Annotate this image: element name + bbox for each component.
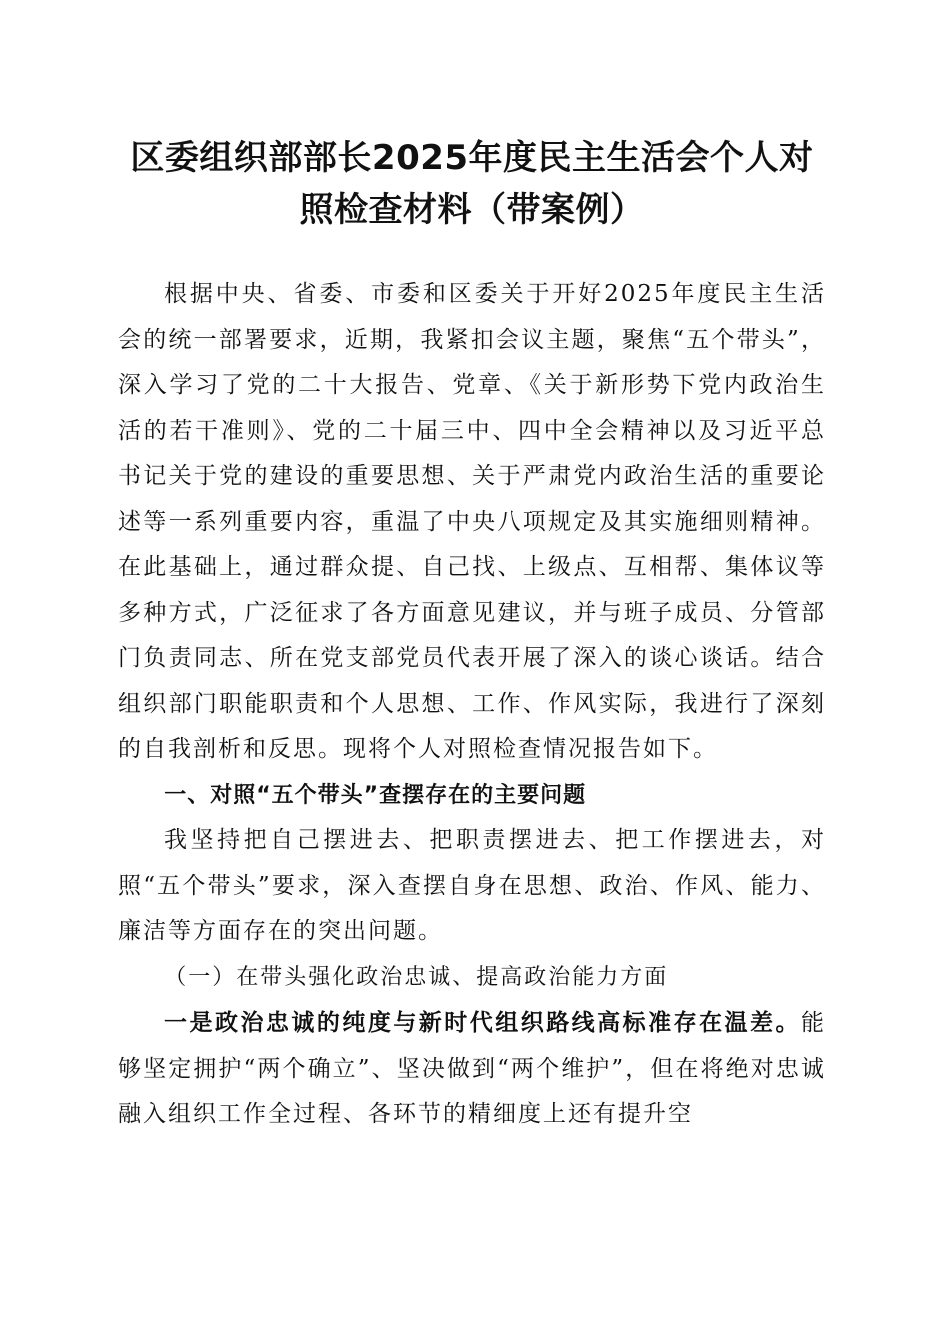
point-1-body: 能够坚定拥护“两个确立”、坚决做到“两个维护”，但在将绝对忠诚融入组织工作全过程、各环节的精细度上还有提升空	[118, 1010, 826, 1127]
subsection-1-heading: （一）在带头强化政治忠诚、提高政治能力方面	[164, 964, 669, 990]
section-1-intro-paragraph: 我坚持把自己摆进去、把职责摆进去、把工作摆进去，对照“五个带头”要求，深入查摆自身在思想、政治、作风、能力、廉洁等方面存在的突出问题。	[118, 827, 826, 944]
document-title	[118, 132, 826, 236]
document-page	[118, 132, 826, 1138]
section-1-heading: 一、对照“五个带头”查摆存在的主要问题	[164, 782, 587, 808]
point-1-lead: 一是政治忠诚的纯度与新时代组织路线高标准存在温差。	[164, 1009, 801, 1036]
title-line-1: 区委组织部部长2025年度民主生活会个人对	[130, 138, 814, 178]
point-1-paragraph	[118, 1000, 826, 1138]
intro-paragraph: 根据中央、省委、市委和区委关于开好2025年度民主生活会的统一部署要求，近期，我紧扣会议主题，聚焦“五个带头”，深入学习了党的二十大报告、党章、《关于新形势下党内政治生活的若干准则》、党的二十届三中、四中全会精神以及习近平总书记关于党的建设的重要思想、关于严肃党内政治生活的重要论述等一系列重要内容，重温了中央八项规定及其实施细则精神。在此基础上，通过群众提、自己找、上级点、互相帮、集体议等多种方式，广泛征求了各方面意见建议，并与班子成员、分管部门负责同志、所在党支部党员代表开展了深入的谈心谈话。结合组织部门职能职责和个人思想、工作、作风实际，我进行了深刻的自我剖析和反思。现将个人对照检查情况报告如下。	[118, 281, 826, 762]
document-body	[118, 272, 826, 1138]
title-line-2: 照检查材料（带案例）	[299, 190, 645, 230]
